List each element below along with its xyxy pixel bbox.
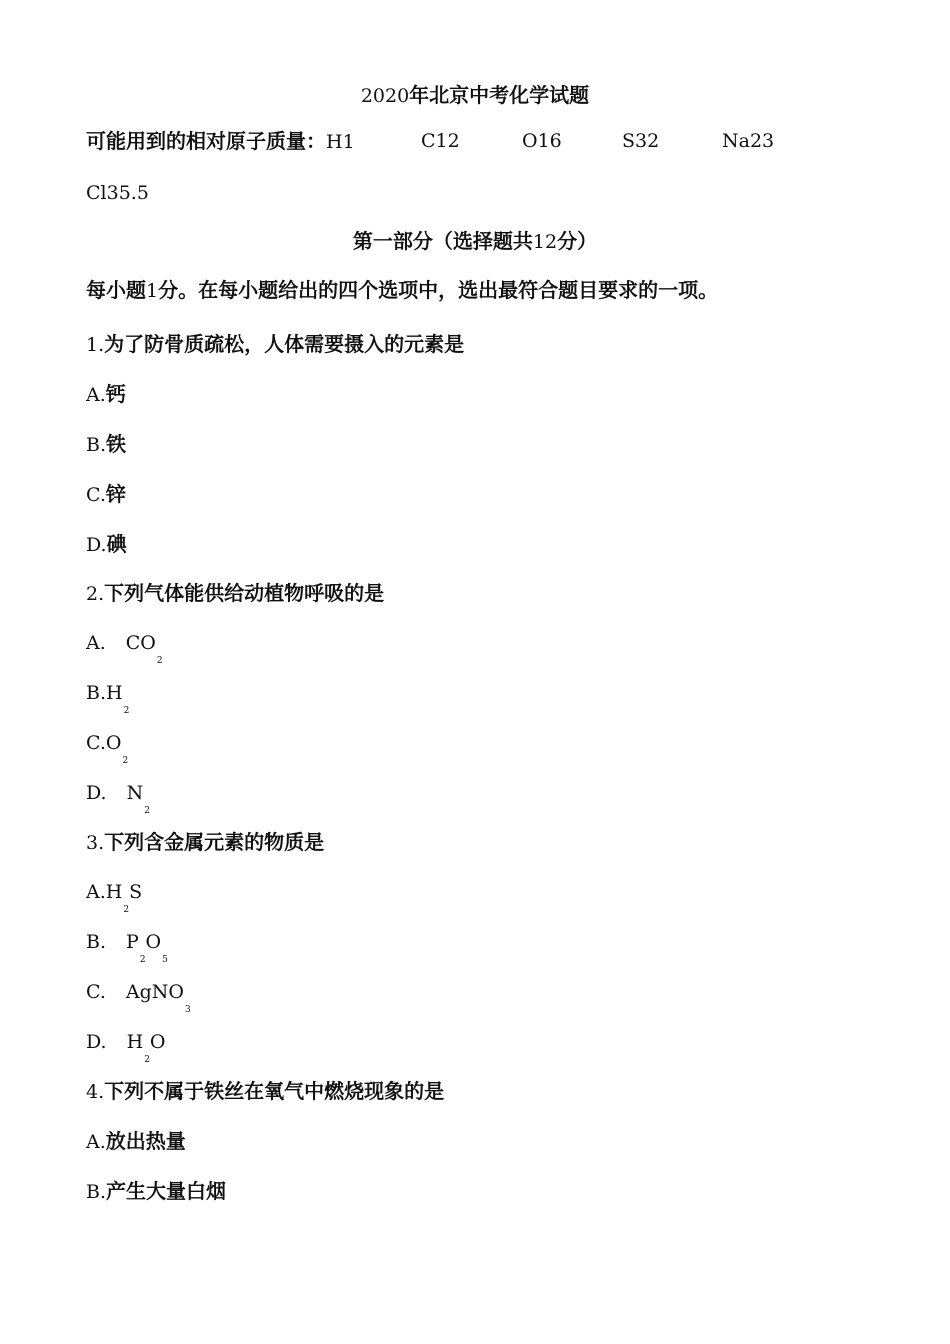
q3-option-b: B. $P_2O_5$ (86, 931, 168, 965)
mass-na: Na23 (722, 130, 775, 152)
question-1: 1.为了防骨质疏松，人体需要摄入的元素是 (86, 332, 465, 356)
question-2: 2.下列气体能供给动植物呼吸的是 (86, 581, 385, 605)
mass-cl: Cl35.5 (86, 182, 149, 204)
mass-h: H1 (326, 131, 355, 153)
mass-s: S32 (622, 130, 660, 152)
atomic-mass-label: 可能用到的相对原子质量：H1 (86, 129, 355, 153)
q2-option-b: $B.H_2$ (86, 682, 130, 716)
question-4: 4.下列不属于铁丝在氧气中燃烧现象的是 (86, 1079, 445, 1103)
q2-option-a: A. $CO_2$ (86, 632, 163, 666)
mass-c: C12 (421, 130, 460, 152)
q3-option-c: C. AgNO$_3$ (86, 981, 191, 1015)
q3-option-d: D. $H_2O$ (86, 1031, 166, 1065)
q4-option-b: B.产生大量白烟 (86, 1179, 227, 1203)
question-3: 3.下列含金属元素的物质是 (86, 830, 325, 854)
q1-option-b: B.铁 (86, 432, 127, 456)
mass-o: O16 (522, 130, 562, 152)
section-heading: 第一部分（选择题共12分） (352, 229, 598, 253)
q1-option-c: C.锌 (86, 482, 126, 506)
q1-option-a: A.钙 (86, 382, 126, 406)
q4-option-a: A.放出热量 (86, 1129, 186, 1153)
q3-option-a: $A.H_2S$ (86, 881, 143, 915)
q1-option-d: D.碘 (86, 532, 127, 556)
q2-option-d: D. $N_2$ (86, 782, 150, 816)
q2-option-c: $C.O_2$ (86, 732, 129, 766)
page-title: 2020年北京中考化学试题 (360, 83, 590, 107)
instruction: 每小题1分。在每小题给出的四个选项中，选出最符合题目要求的一项。 (86, 278, 719, 302)
